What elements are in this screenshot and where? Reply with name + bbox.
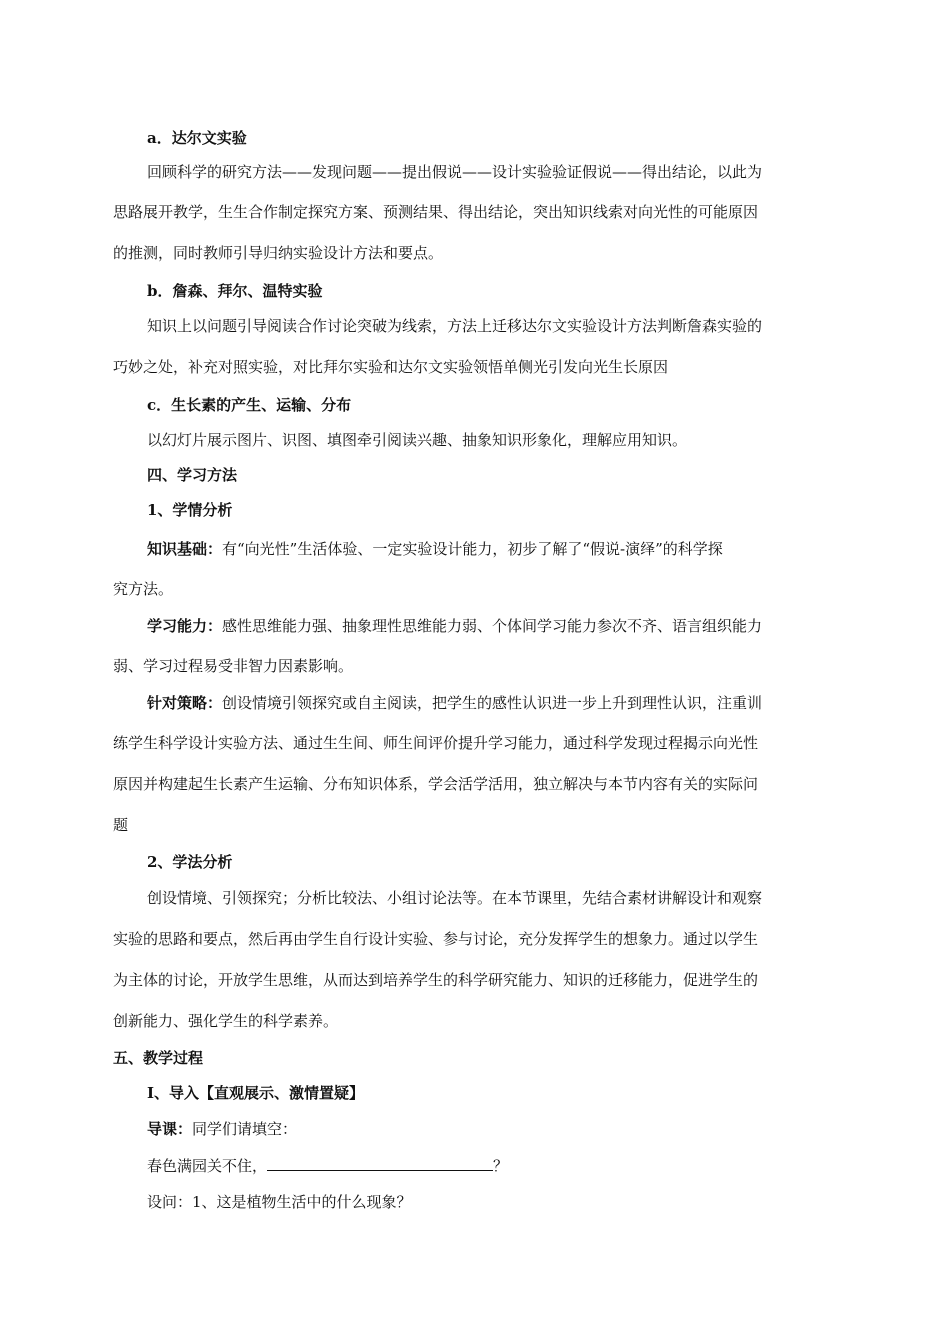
strategy-line-1: 针对策略：创设情境引领探究或自主阅读，把学生的感性认识进一步上升到理性认识，注重训 bbox=[147, 694, 763, 712]
heading-teaching-process: 五、教学过程 bbox=[113, 1049, 204, 1067]
study-line-1: 创设情境、引领探究；分析比较法、小组讨论法等。在本节课里，先结合素材讲解设计和观察 bbox=[147, 889, 763, 907]
intro-bracket: 【直观展示、激情置疑】 bbox=[199, 1084, 365, 1102]
ability-line-2: 弱、学习过程易受非智力因素影响。 bbox=[113, 657, 354, 675]
study-line-3: 为主体的讨论，开放学生思维，从而达到培养学生的科学研究能力、知识的迁移能力，促进学生的 bbox=[113, 971, 759, 989]
strategy-label: 针对策略： bbox=[147, 694, 223, 712]
para-b-line-1: 知识上以问题引导阅读合作讨论突破为线索，方法上迁移达尔文实验设计方法判断詹森实验的 bbox=[147, 317, 763, 335]
heading-study-analysis: 2、学法分析 bbox=[147, 853, 233, 871]
ability-line-1: 学习能力：感性思维能力强、抽象理性思维能力弱、个体间学习能力参次不齐、语言组织能力 bbox=[147, 617, 763, 635]
para-b-line-2: 巧妙之处，补充对照实验，对比拜尔实验和达尔文实验领悟单侧光引发向光生长原因 bbox=[113, 358, 669, 376]
study-line-4: 创新能力、强化学生的科学素养。 bbox=[113, 1012, 339, 1030]
heading-jensen-experiment: b．詹森、拜尔、温特实验 bbox=[147, 282, 323, 300]
ability-label: 学习能力： bbox=[147, 617, 223, 635]
poem-line: 春色满园关不住， ？ bbox=[147, 1157, 509, 1175]
strategy-line-3: 原因并构建起生长素产生运输、分布知识体系，学会活学活用，独立解决与本节内容有关的实际问 bbox=[113, 775, 759, 793]
intro-line bbox=[147, 1083, 364, 1103]
knowledge-label: 知识基础： bbox=[147, 540, 223, 558]
knowledge-line-2: 究方法。 bbox=[113, 580, 174, 598]
heading-learning-methods: 四、学习方法 bbox=[147, 466, 238, 484]
heading-auxin: c．生长素的产生、运输、分布 bbox=[147, 396, 352, 414]
intro-heading: I、导入 bbox=[147, 1084, 200, 1102]
heading-learning-analysis: 1、学情分析 bbox=[147, 501, 233, 519]
para-c-line-1: 以幻灯片展示图片、识图、填图牵引阅读兴趣、抽象知识形象化，理解应用知识。 bbox=[147, 431, 688, 449]
para-a-line-1: 回顾科学的研究方法——发现问题——提出假说——设计实验验证假说——得出结论，以此为 bbox=[147, 163, 763, 181]
strategy-line-2: 练学生科学设计实验方法、通过生生间、师生间评价提升学习能力，通过科学发现过程揭示向光性 bbox=[113, 734, 759, 752]
fill-blank bbox=[267, 1155, 493, 1171]
lead-label: 导课： bbox=[147, 1120, 193, 1138]
para-a-line-2: 思路展开教学，生生合作制定探究方案、预测结果、得出结论，突出知识线索对向光性的可能原因 bbox=[113, 203, 759, 221]
lead-line: 导课：同学们请填空： bbox=[147, 1120, 298, 1138]
knowledge-line-1: 知识基础：有“向光性”生活体验、一定实验设计能力，初步了解了“假说-演绎”的科学探 bbox=[147, 540, 723, 558]
strategy-line-4: 题 bbox=[113, 816, 129, 834]
heading-darwin-experiment: a．达尔文实验 bbox=[147, 129, 247, 147]
study-line-2: 实验的思路和要点，然后再由学生自行设计实验、参与讨论，充分发挥学生的想象力。通过以学生 bbox=[113, 930, 759, 948]
para-a-line-3: 的推测，同时教师引导归纳实验设计方法和要点。 bbox=[113, 244, 444, 262]
question-line: 设问：1、这是植物生活中的什么现象？ bbox=[147, 1193, 412, 1211]
